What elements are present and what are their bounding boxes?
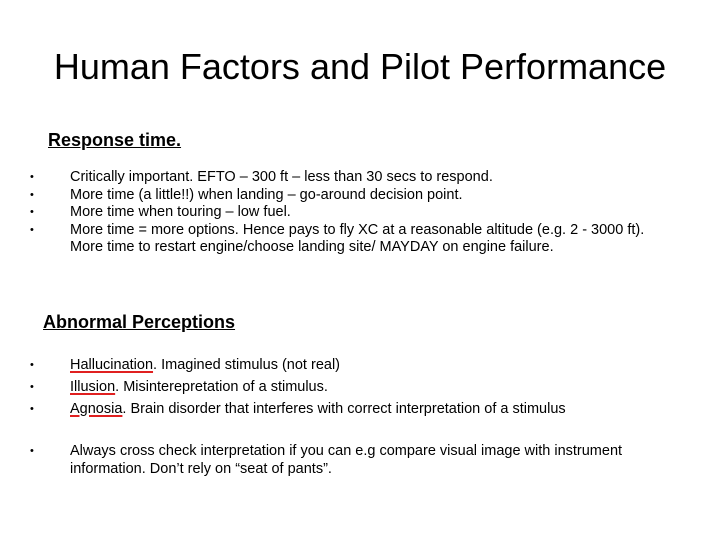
list-item — [30, 222, 680, 257]
list-item-text: More time (a little!!) when landing – go-around decision point. — [70, 186, 463, 203]
bullet-icon: • — [30, 445, 34, 457]
section-heading-abnormal-perceptions: Abnormal Perceptions — [43, 312, 236, 332]
abnormal-perceptions-list — [30, 357, 700, 423]
term-definition: . Misinterepretation of a stimulus. — [115, 379, 328, 395]
bullet-icon: • — [30, 206, 34, 218]
bullet-icon: • — [30, 403, 34, 415]
list-item — [30, 379, 700, 397]
term-definition: . Brain disorder that interferes with correct interpretation of a stimulus — [122, 401, 566, 417]
list-item-text: More time when touring – low fuel. — [70, 204, 291, 220]
list-item — [30, 443, 680, 478]
list-item-text: More time = more options. Hence pays to fly XC at a reasonable altitude (e.g. 2 - 3000 ft). More time to restart engine/choose landing site/ MAYDAY on engine failure. — [70, 221, 645, 255]
term-illusion: Illusion — [70, 379, 116, 395]
term-hallucination: Hallucination — [70, 357, 154, 373]
list-item — [30, 187, 680, 205]
response-time-list — [30, 169, 680, 257]
bullet-icon: • — [30, 359, 34, 371]
list-item — [30, 357, 700, 375]
section-heading-response-time: Response time. — [48, 130, 182, 150]
list-item — [30, 401, 700, 419]
bullet-icon: • — [30, 223, 34, 236]
list-item — [30, 169, 680, 187]
list-item-text: Critically important. EFTO – 300 ft – less than 30 secs to respond. — [70, 169, 493, 185]
list-item — [30, 204, 680, 222]
term-agnosia: Agnosia — [70, 401, 123, 417]
bullet-icon: • — [30, 188, 34, 201]
slide-title: Human Factors and Pilot Performance — [53, 46, 667, 87]
cross-check-note-list — [30, 443, 680, 478]
term-definition: . Imagined stimulus (not real) — [153, 357, 340, 373]
cross-check-note: Always cross check interpretation if you can e.g compare visual image with instrument information. Don’t rely on “seat of pants”. — [70, 443, 623, 477]
bullet-icon: • — [30, 381, 34, 393]
bullet-icon: • — [30, 171, 34, 183]
